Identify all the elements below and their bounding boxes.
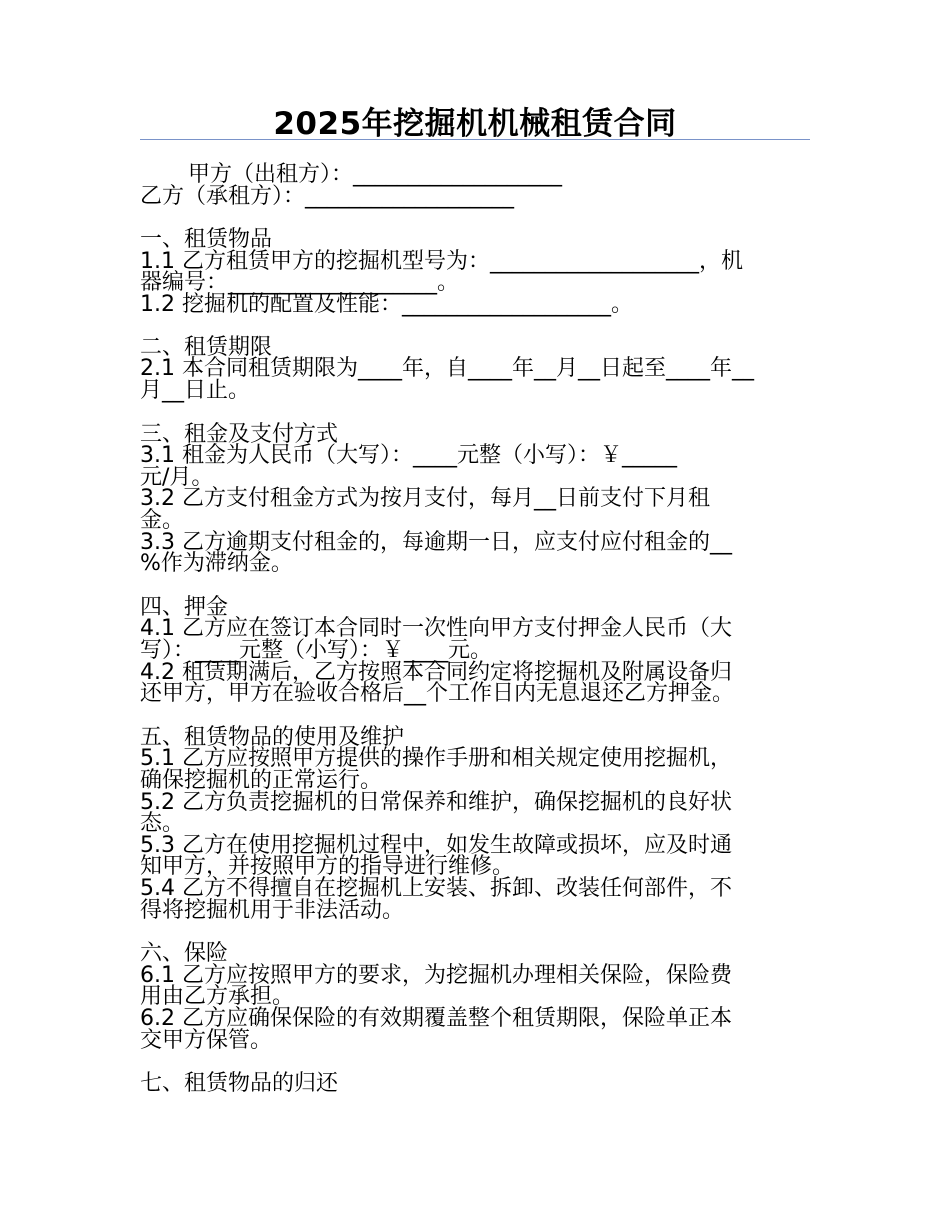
clause-6-1: 6.1 乙方应按照甲方的要求，为挖掘机办理相关保险，保险费 bbox=[140, 963, 732, 988]
clause-5-2-cont: 态。 bbox=[140, 811, 185, 836]
clause-3-2: 3.2 乙方支付租金方式为按月支付，每月__日前支付下月租 bbox=[140, 486, 710, 511]
clause-6-2: 6.2 乙方应确保保险的有效期覆盖整个租赁期限，保险单正本 bbox=[140, 1006, 732, 1031]
clause-5-3: 5.3 乙方在使用挖掘机过程中，如发生故障或损坏，应及时通 bbox=[140, 833, 732, 858]
section-heading-4: 四、押金 bbox=[140, 595, 229, 620]
clause-5-1-cont: 确保挖掘机的正常运行。 bbox=[140, 768, 383, 793]
document-title: 2025年挖掘机机械租赁合同 bbox=[273, 106, 677, 142]
title-underline bbox=[140, 139, 810, 140]
section-heading-3: 三、租金及支付方式 bbox=[140, 422, 339, 447]
party-a-line: 甲方（出租方）：___________________ bbox=[188, 162, 563, 187]
clause-5-4: 5.4 乙方不得擅自在挖掘机上安装、拆卸、改装任何部件，不 bbox=[140, 876, 732, 901]
clause-5-2: 5.2 乙方负责挖掘机的日常保养和维护，确保挖掘机的良好状 bbox=[140, 790, 732, 815]
party-b-line: 乙方（承租方）：___________________ bbox=[140, 184, 515, 209]
clause-3-1-cont: 元/月。 bbox=[140, 465, 214, 490]
clause-1-2: 1.2 挖掘机的配置及性能：___________________。 bbox=[140, 292, 633, 317]
clause-4-2: 4.2 租赁期满后，乙方按照本合同约定将挖掘机及附属设备归 bbox=[140, 660, 732, 685]
section-heading-5: 五、租赁物品的使用及维护 bbox=[140, 725, 405, 750]
clause-1-1: 1.1 乙方租赁甲方的挖掘机型号为：___________________，机 bbox=[140, 249, 743, 274]
clause-4-1-cont: 写）：____元整（小写）：￥____元。 bbox=[140, 638, 493, 663]
clause-5-1: 5.1 乙方应按照甲方提供的操作手册和相关规定使用挖掘机， bbox=[140, 746, 732, 771]
clause-4-2-cont: 还甲方，甲方在验收合格后__个工作日内无息退还乙方押金。 bbox=[140, 681, 735, 706]
clause-2-1-cont: 月__日止。 bbox=[140, 378, 251, 403]
clause-6-2-cont: 交甲方保管。 bbox=[140, 1028, 273, 1053]
clause-4-1: 4.1 乙方应在签订本合同时一次性向甲方支付押金人民币（大 bbox=[140, 616, 732, 641]
clause-2-1: 2.1 本合同租赁期限为____年，自____年__月__日起至____年__ bbox=[140, 356, 754, 381]
clause-3-3-cont: %作为滞纳金。 bbox=[140, 551, 293, 576]
clause-3-1: 3.1 租金为人民币（大写）：____元整（小写）：￥_____ bbox=[140, 443, 677, 468]
section-heading-2: 二、租赁期限 bbox=[140, 335, 273, 360]
clause-6-1-cont: 用由乙方承担。 bbox=[140, 984, 295, 1009]
clause-1-1-cont: 器编号：___________________。 bbox=[140, 270, 460, 295]
section-heading-7: 七、租赁物品的归还 bbox=[140, 1071, 339, 1096]
clause-3-2-cont: 金。 bbox=[140, 508, 185, 533]
clause-5-4-cont: 得将挖掘机用于非法活动。 bbox=[140, 898, 405, 923]
clause-5-3-cont: 知甲方，并按照甲方的指导进行维修。 bbox=[140, 854, 515, 879]
section-heading-1: 一、租赁物品 bbox=[140, 227, 273, 252]
section-heading-6: 六、保险 bbox=[140, 941, 229, 966]
clause-3-3: 3.3 乙方逾期支付租金的，每逾期一日，应支付应付租金的__ bbox=[140, 530, 732, 555]
